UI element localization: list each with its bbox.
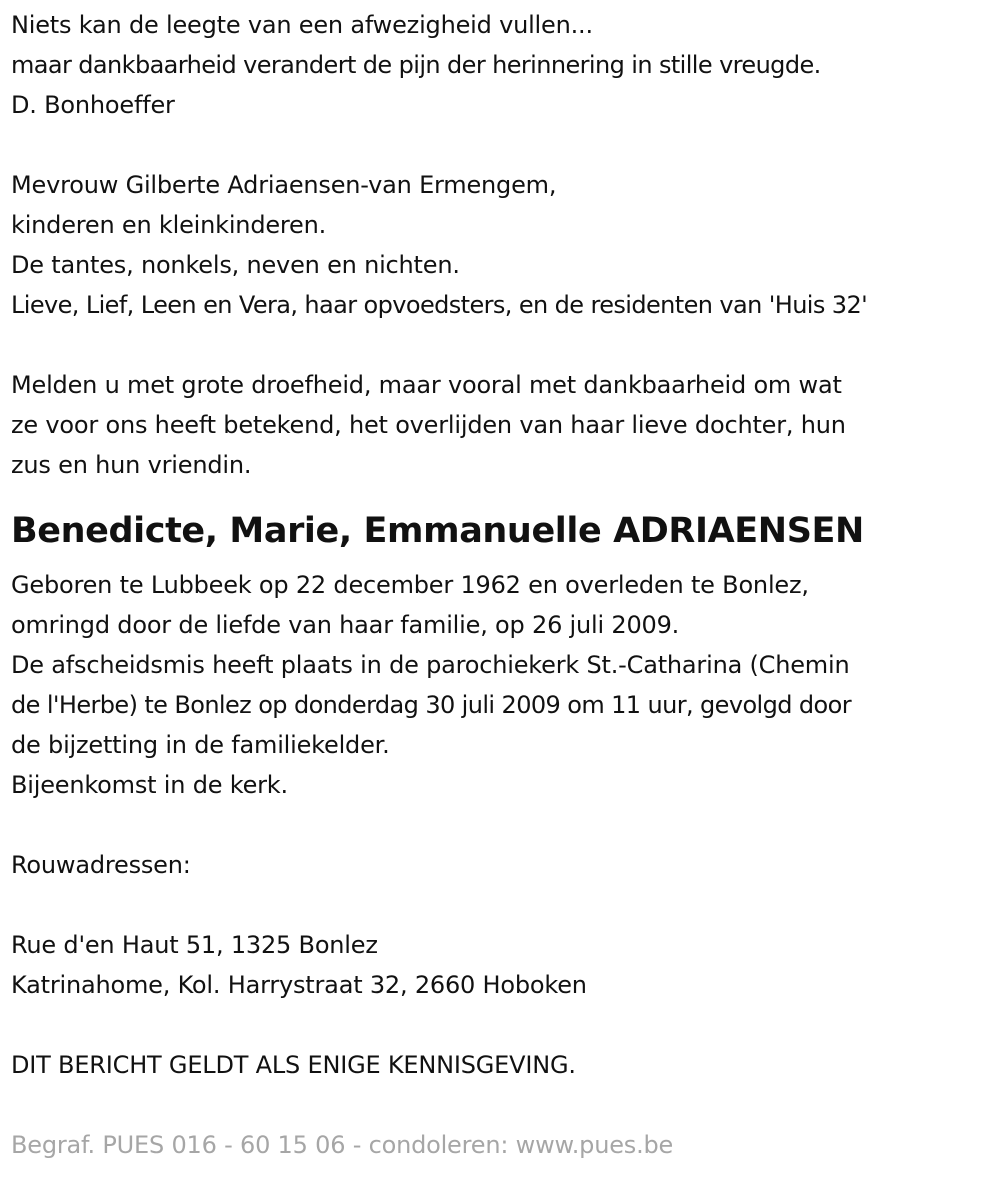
quote-line-1: Niets kan de leegte van een afwezigheid vullen... bbox=[11, 11, 593, 39]
deceased-name: Benedicte, Marie, Emmanuelle ADRIAENSEN bbox=[11, 511, 864, 551]
spacer bbox=[11, 125, 996, 165]
address-2: Katrinahome, Kol. Harrystraat 32, 2660 Hoboken bbox=[11, 971, 587, 999]
details-section bbox=[11, 565, 996, 805]
spacer bbox=[11, 805, 996, 845]
spacer bbox=[11, 325, 996, 365]
spacer bbox=[11, 1005, 996, 1045]
obituary-notice bbox=[11, 5, 996, 1165]
footer-text: Begraf. PUES 016 - 60 15 06 - condoleren: www.pues.be bbox=[11, 1131, 674, 1159]
family-line-2: kinderen en kleinkinderen. bbox=[11, 211, 327, 239]
details-line-1: Geboren te Lubbeek op 22 december 1962 en overleden te Bonlez, bbox=[11, 571, 809, 599]
family-line-3: De tantes, nonkels, neven en nichten. bbox=[11, 251, 460, 279]
announcement-line-3: zus en hun vriendin. bbox=[11, 451, 252, 479]
details-line-5: de bijzetting in de familiekelder. bbox=[11, 731, 390, 759]
family-section bbox=[11, 165, 996, 325]
details-line-3: De afscheidsmis heeft plaats in de parochiekerk St.-Catharina (Chemin bbox=[11, 651, 850, 679]
quote-line-2: maar dankbaarheid verandert de pijn der herinnering in stille vreugde. bbox=[11, 51, 821, 79]
family-line-4: Lieve, Lief, Leen en Vera, haar opvoedsters, en de residenten van 'Huis 32' bbox=[11, 291, 868, 319]
details-line-2: omringd door de liefde van haar familie, op 26 juli 2009. bbox=[11, 611, 680, 639]
details-line-4: de l'Herbe) te Bonlez op donderdag 30 juli 2009 om 11 uur, gevolgd door bbox=[11, 691, 851, 719]
family-line-1: Mevrouw Gilberte Adriaensen-van Ermengem, bbox=[11, 171, 557, 199]
quote-section bbox=[11, 5, 996, 125]
addresses-heading: Rouwadressen: bbox=[11, 851, 191, 879]
details-line-6: Bijeenkomst in de kerk. bbox=[11, 771, 288, 799]
notice-text: DIT BERICHT GELDT ALS ENIGE KENNISGEVING. bbox=[11, 1051, 576, 1079]
announcement-line-1: Melden u met grote droefheid, maar vooral met dankbaarheid om wat bbox=[11, 371, 842, 399]
announcement-section bbox=[11, 365, 996, 485]
quote-author: D. Bonhoeffer bbox=[11, 91, 175, 119]
spacer bbox=[11, 1085, 996, 1125]
announcement-line-2: ze voor ons heeft betekend, het overlijden van haar lieve dochter, hun bbox=[11, 411, 846, 439]
address-1: Rue d'en Haut 51, 1325 Bonlez bbox=[11, 931, 378, 959]
spacer bbox=[11, 885, 996, 925]
addresses-section bbox=[11, 845, 996, 1005]
